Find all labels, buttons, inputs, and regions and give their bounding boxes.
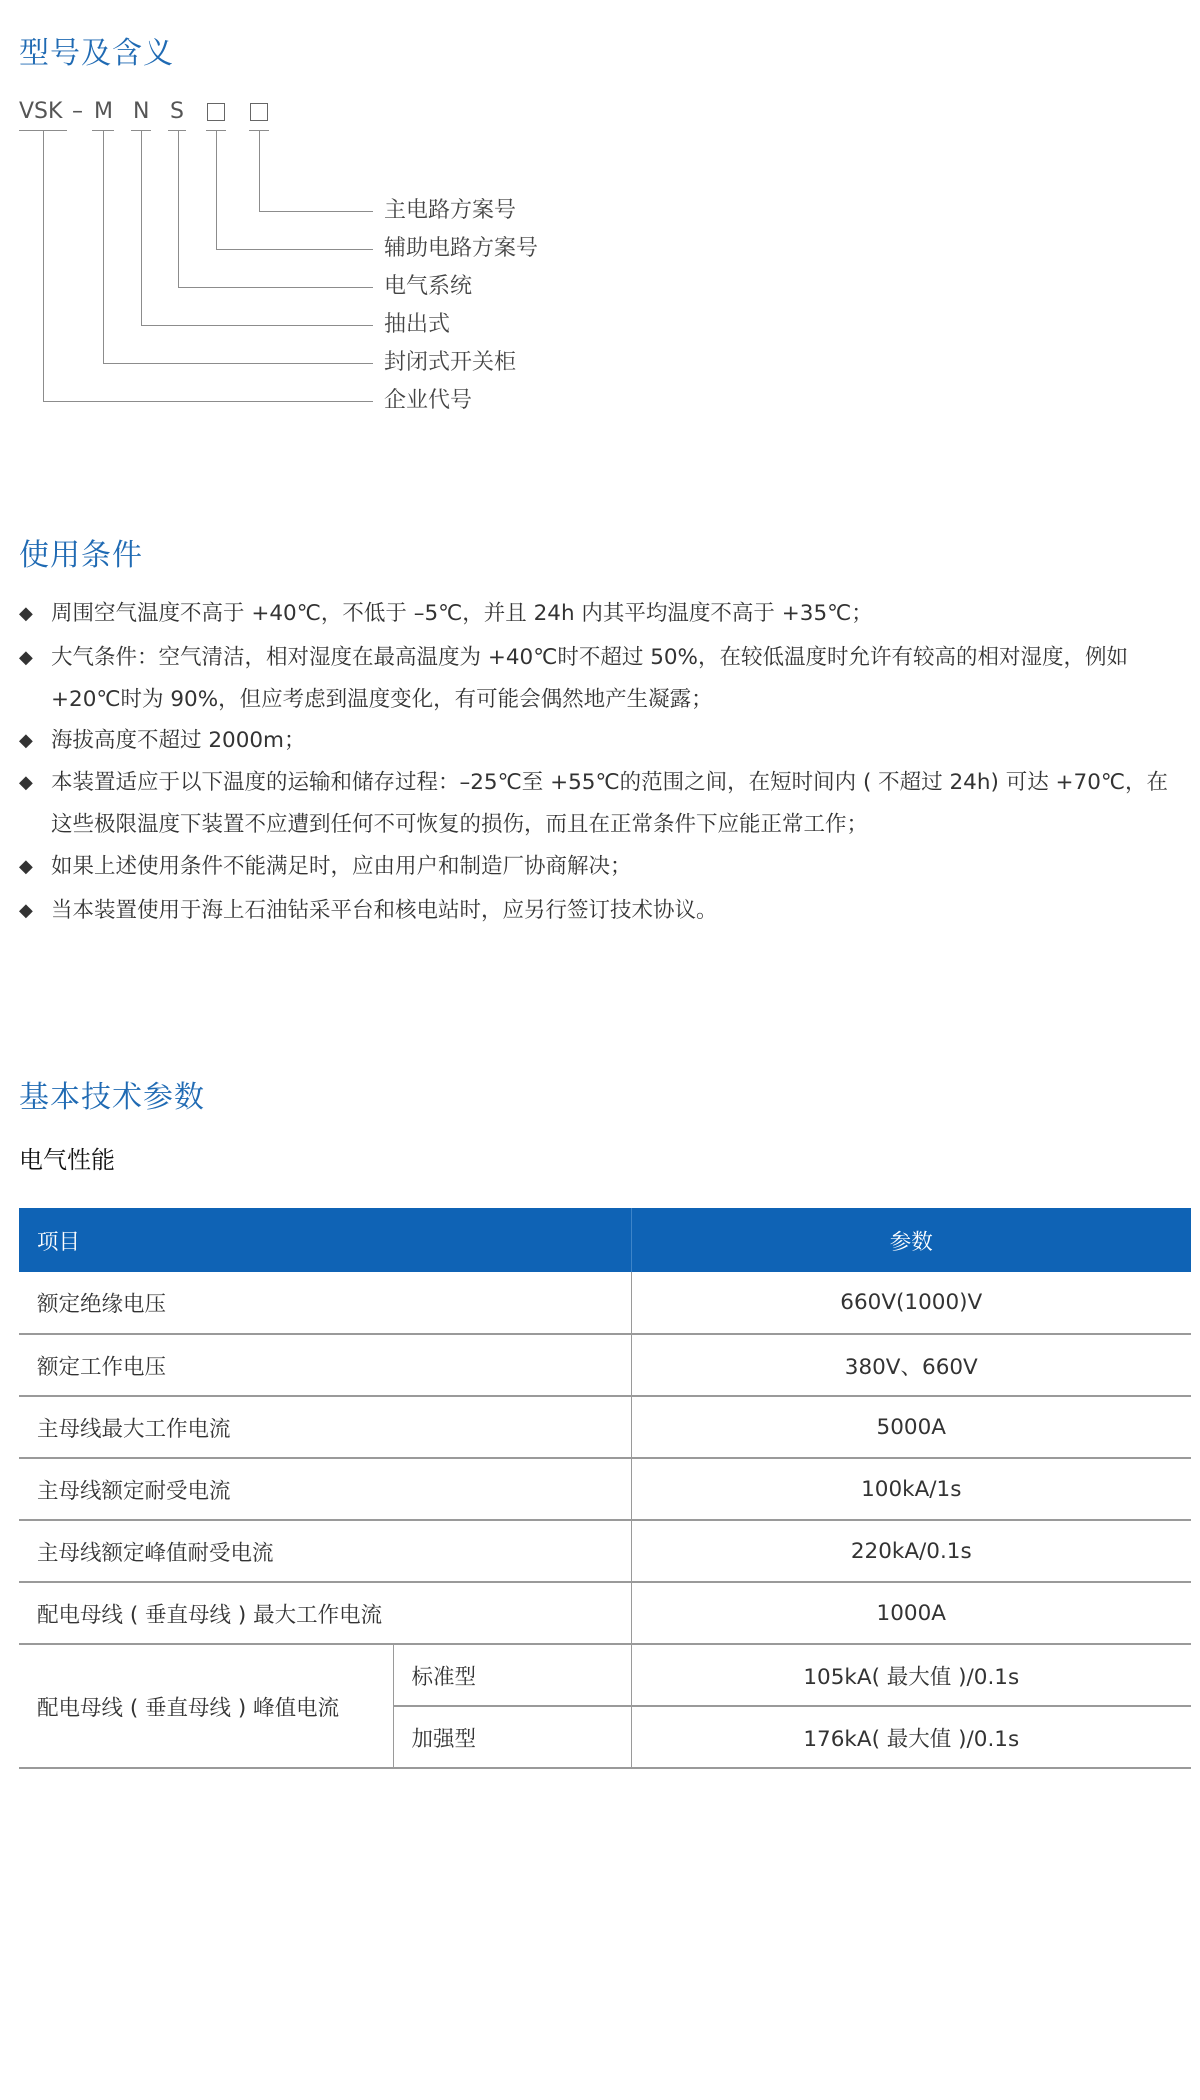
condition-text: 海拔高度不超过 2000m；	[51, 728, 306, 753]
code-dash: –	[72, 99, 83, 124]
table-row	[19, 1396, 1191, 1458]
diamond-bullet-icon: ◆	[19, 900, 33, 921]
conditions-section-title: 使用条件	[19, 538, 143, 573]
condition-text: 当本装置使用于海上石油钻采平台和核电站时，应另行签订技术协议。	[51, 898, 718, 923]
meaning-electrical-system: 电气系统	[384, 274, 473, 299]
meaning-aux-circuit: 辅助电路方案号	[384, 236, 539, 261]
table-row	[19, 1458, 1191, 1520]
leader-v-drawout	[141, 130, 142, 325]
row-value: 220kA/0.1s	[631, 1520, 1191, 1582]
condition-item	[19, 762, 1189, 846]
meaning-drawout: 抽出式	[384, 312, 451, 337]
row-item-peak-current: 配电母线 ( 垂直母线 ) 峰值电流	[19, 1644, 393, 1768]
header-value: 参数	[631, 1208, 1191, 1272]
diamond-bullet-icon: ◆	[19, 730, 33, 751]
condition-item	[19, 720, 1189, 762]
meaning-company-code: 企业代号	[384, 388, 473, 413]
leader-v-enclosed	[103, 130, 104, 363]
table-row	[19, 1582, 1191, 1644]
condition-text: 大气条件：空气清洁，相对湿度在最高温度为 +40℃时不超过 50%，在较低温度时允许有较高的相对湿度，例如 +20℃时为 90%，但应考虑到温度变化，有可能会偶然地产生凝露；	[51, 645, 1128, 712]
params-section-title: 基本技术参数	[19, 1080, 205, 1115]
row-item: 额定工作电压	[19, 1334, 631, 1396]
leader-h-main	[259, 211, 373, 212]
condition-text: 如果上述使用条件不能满足时，应由用户和制造厂协商解决；	[51, 854, 632, 879]
meaning-main-circuit: 主电路方案号	[384, 198, 517, 223]
row-subtype: 加强型	[393, 1706, 631, 1768]
condition-text: 周围空气温度不高于 +40℃，不低于 –5℃，并且 24h 内其平均温度不高于 +35℃；	[51, 601, 873, 626]
condition-item	[19, 593, 1189, 635]
params-table	[19, 1208, 1191, 1769]
row-value: 105kA( 最大值 )/0.1s	[631, 1644, 1191, 1706]
tick-s	[168, 130, 186, 131]
row-item: 主母线最大工作电流	[19, 1396, 631, 1458]
leader-h-elec	[178, 287, 373, 288]
diamond-bullet-icon: ◆	[19, 647, 33, 668]
condition-item	[19, 846, 1189, 888]
table-row	[19, 1334, 1191, 1396]
code-s: S	[170, 99, 184, 124]
row-value: 660V(1000)V	[631, 1272, 1191, 1334]
leader-v-company	[43, 130, 44, 401]
leader-h-company	[43, 401, 373, 402]
diamond-bullet-icon: ◆	[19, 856, 33, 877]
diamond-bullet-icon: ◆	[19, 772, 33, 793]
row-value: 100kA/1s	[631, 1458, 1191, 1520]
meaning-enclosed-cabinet: 封闭式开关柜	[384, 350, 517, 375]
header-item: 项目	[19, 1208, 631, 1272]
code-main-scheme-box	[250, 103, 268, 121]
condition-text: 本装置适应于以下温度的运输和储存过程：–25℃至 +55℃的范围之间，在短时间内 ( 不超过 24h) 可达 +70℃，在这些极限温度下装置不应遭到任何不可恢复的损伤，而且在正常条件下应能正常工作；	[51, 770, 1169, 837]
row-item: 主母线额定耐受电流	[19, 1458, 631, 1520]
leader-h-drawout	[141, 325, 373, 326]
params-subtitle: 电气性能	[19, 1146, 115, 1174]
leader-h-enclosed	[103, 363, 373, 364]
code-auxiliary-scheme-box	[207, 103, 225, 121]
model-section-title: 型号及含义	[19, 36, 174, 71]
condition-item	[19, 890, 1189, 932]
code-n: N	[133, 99, 150, 124]
leader-v-aux	[216, 130, 217, 249]
code-m: M	[94, 99, 113, 124]
code-prefix: VSK	[19, 99, 63, 124]
row-value: 5000A	[631, 1396, 1191, 1458]
leader-v-elec	[178, 130, 179, 287]
table-row	[19, 1644, 1191, 1706]
row-value: 380V、660V	[631, 1334, 1191, 1396]
table-header-row	[19, 1208, 1191, 1272]
model-section	[0, 0, 1200, 460]
table-row	[19, 1520, 1191, 1582]
condition-item	[19, 637, 1189, 721]
row-subtype: 标准型	[393, 1644, 631, 1706]
table-row	[19, 1272, 1191, 1334]
leader-h-aux	[216, 249, 373, 250]
row-item: 配电母线 ( 垂直母线 ) 最大工作电流	[19, 1582, 631, 1644]
row-item: 额定绝缘电压	[19, 1272, 631, 1334]
diamond-bullet-icon: ◆	[19, 603, 33, 624]
leader-v-main	[259, 130, 260, 211]
row-value: 1000A	[631, 1582, 1191, 1644]
row-item: 主母线额定峰值耐受电流	[19, 1520, 631, 1582]
row-value: 176kA( 最大值 )/0.1s	[631, 1706, 1191, 1768]
